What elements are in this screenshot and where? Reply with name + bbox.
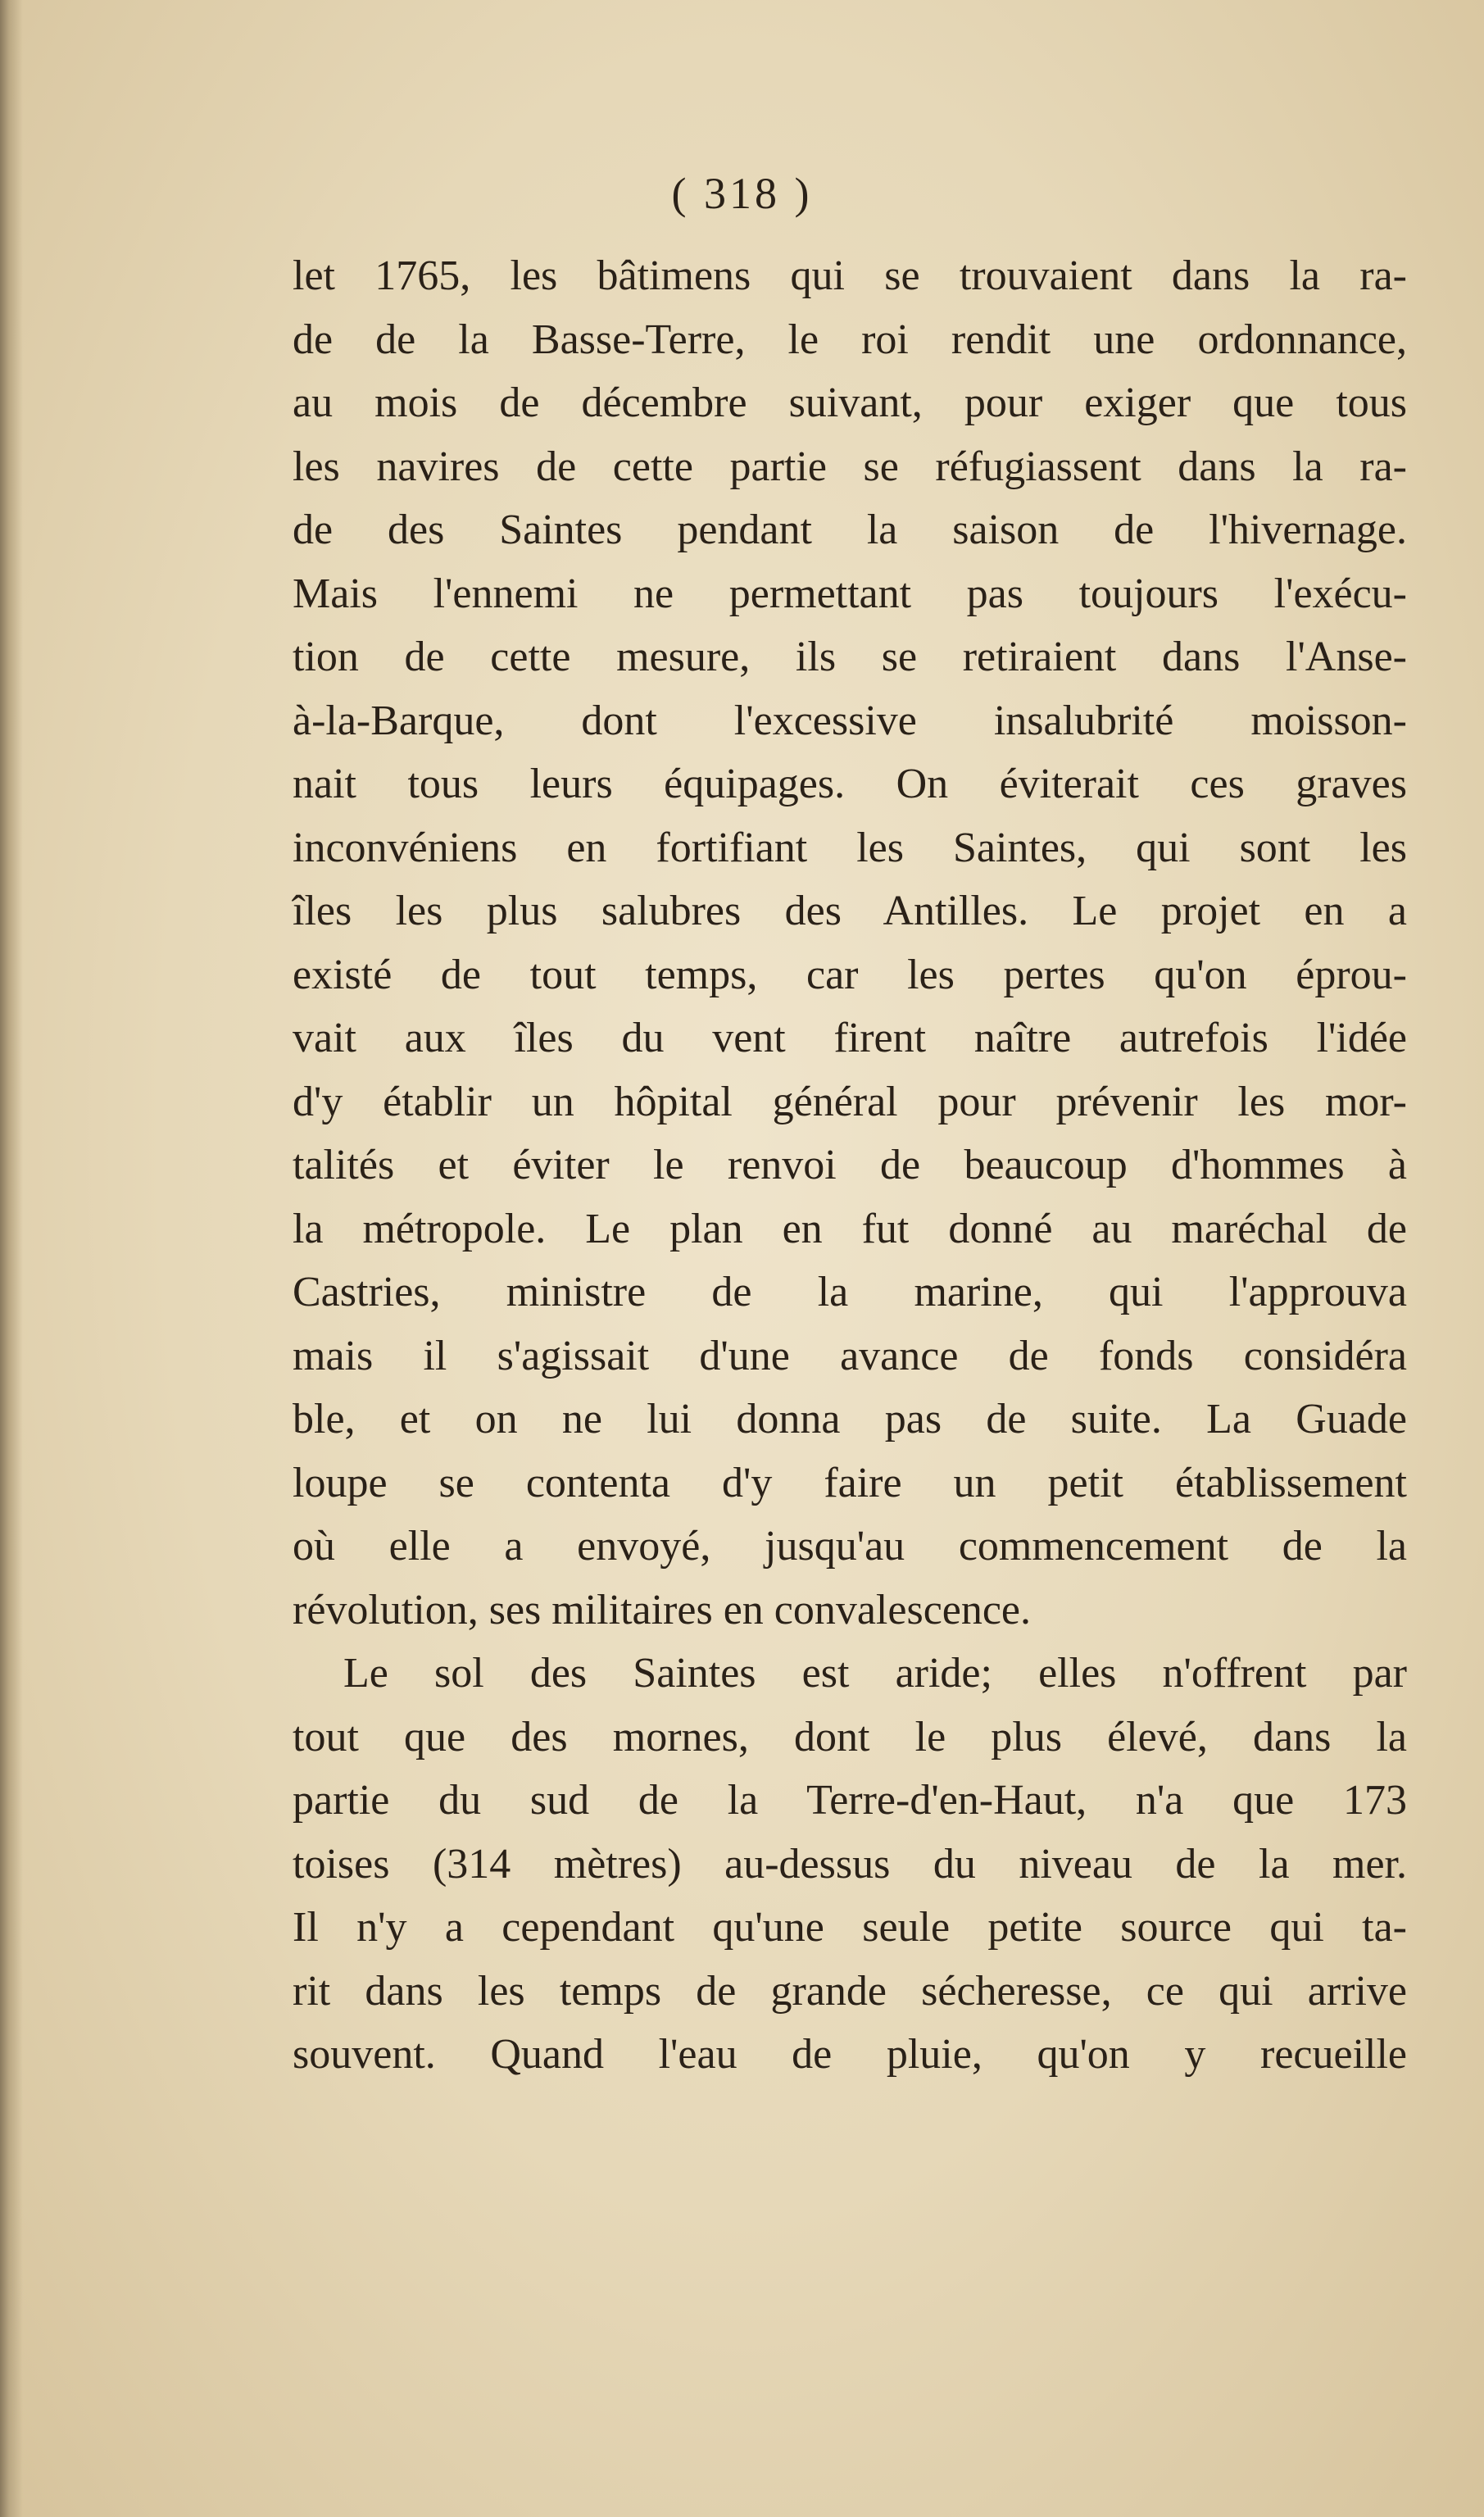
text-line: existé de tout temps, car les pertes qu'on éprou- xyxy=(293,951,1407,998)
text-line: rit dans les temps de grande sécheresse, ce qui arrive xyxy=(293,1967,1407,2015)
text-line: îles les plus salubres des Antilles. Le projet en a xyxy=(293,888,1407,934)
text-line: Mais l'ennemi ne permettant pas toujours l'exécu- xyxy=(293,570,1407,617)
text-line: mais il s'agissait d'une avance de fonds considéra xyxy=(293,1332,1407,1379)
text-line: tout que des mornes, dont le plus élevé, dans la xyxy=(293,1713,1407,1761)
text-line: souvent. Quand l'eau de pluie, qu'on y recueille xyxy=(293,2031,1407,2078)
text-line: vait aux îles du vent firent naître autrefois l'idée xyxy=(293,1015,1407,1061)
text-line: de de la Basse-Terre, le roi rendit une ordonnance, xyxy=(293,316,1407,363)
text-line: inconvéniens en fortifiant les Saintes, qui sont les xyxy=(293,824,1407,871)
page-binding-edge xyxy=(0,0,23,2517)
text-line: d'y établir un hôpital général pour prévenir les mor- xyxy=(293,1078,1407,1125)
page-number: ( 318 ) xyxy=(671,169,813,218)
text-line: nait tous leurs équipages. On éviterait ces graves xyxy=(293,761,1407,807)
text-line: partie du sud de la Terre-d'en-Haut, n'a que 173 xyxy=(293,1777,1407,1824)
text-line: les navires de cette partie se réfugiassent dans la ra- xyxy=(293,443,1407,490)
text-line: Castries, ministre de la marine, qui l'approuva xyxy=(293,1269,1407,1315)
text-line: où elle a envoyé, jusqu'au commencement de la xyxy=(293,1523,1407,1570)
text-line: au mois de décembre suivant, pour exiger que tous xyxy=(293,379,1407,426)
text-line: tion de cette mesure, ils se retiraient dans l'Anse- xyxy=(293,634,1407,680)
body-text xyxy=(293,244,1407,2087)
text-line: toises (314 mètres) au-dessus du niveau de la mer. xyxy=(293,1840,1407,1888)
text-line: la métropole. Le plan en fut donné au maréchal de xyxy=(293,1205,1407,1252)
text-line: de des Saintes pendant la saison de l'hivernage. xyxy=(293,507,1407,553)
text-line: let 1765, les bâtimens qui se trouvaient dans la ra- xyxy=(293,252,1407,299)
text-line: talités et éviter le renvoi de beaucoup d'hommes à xyxy=(293,1142,1407,1188)
text-line: ble, et on ne lui donna pas de suite. La Guade xyxy=(293,1396,1407,1443)
text-line: Le sol des Saintes est aride; elles n'offrent par xyxy=(343,1650,1407,1697)
text-line: à-la-Barque, dont l'excessive insalubrité moisson- xyxy=(293,697,1407,744)
text-line: Il n'y a cependant qu'une seule petite source qui ta- xyxy=(293,1904,1407,1951)
text-line: loupe se contenta d'y faire un petit établissement xyxy=(293,1459,1407,1506)
text-line: révolution, ses militaires en convalescence. xyxy=(293,1586,1032,1633)
